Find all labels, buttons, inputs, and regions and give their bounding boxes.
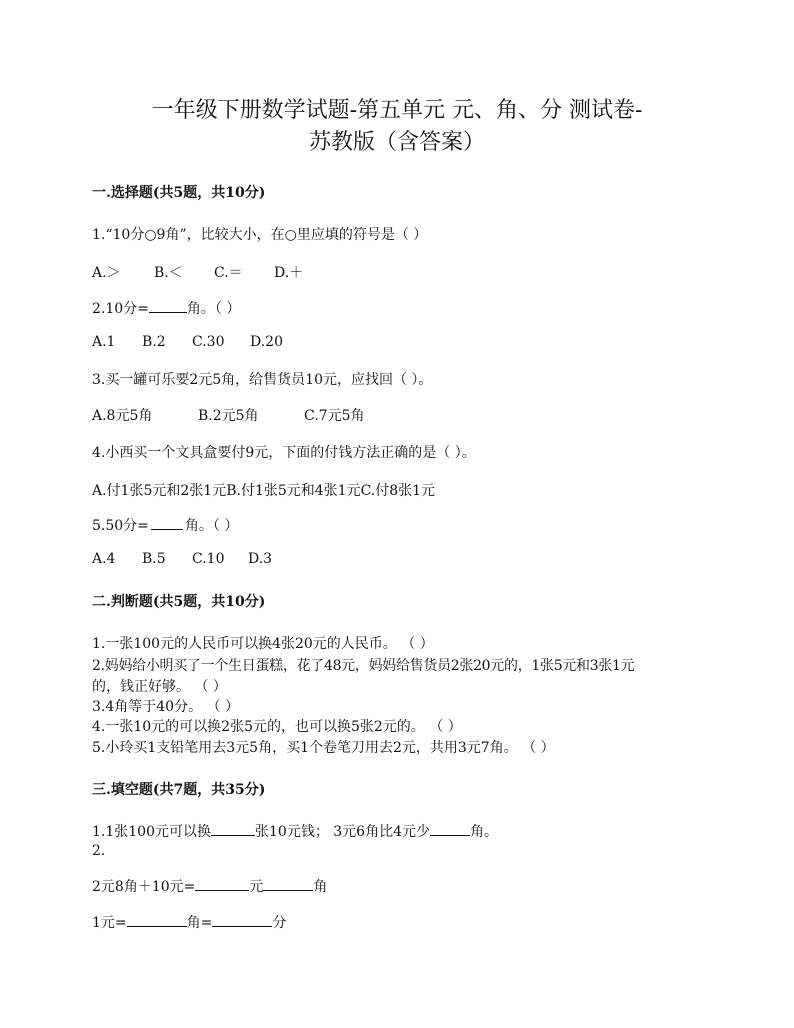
question-1-4-options (92, 480, 435, 500)
option-d: D.20 (250, 334, 283, 350)
option-c: C.30 (192, 334, 225, 350)
question-3-2-label: 2. (92, 843, 106, 859)
option-b: B.＜ (154, 265, 183, 281)
question-1-3-options (92, 405, 364, 425)
answer-blank (195, 876, 249, 891)
question-1-2-post: 角。（ ） (186, 301, 241, 317)
option-b: B.2 (142, 334, 166, 350)
question-3-2-part-c: 角 (313, 879, 328, 895)
question-3-1-part-c: 角。 (470, 824, 498, 840)
option-a: A.4 (92, 551, 116, 567)
option-c: C.＝ (214, 265, 243, 281)
question-3-1-part-a: 1.1张100元可以换 (92, 824, 211, 840)
question-1-2-pre: 2.10分= (92, 301, 149, 317)
answer-blank (430, 821, 470, 836)
option-d: D.3 (248, 551, 273, 567)
question-3-2-part-d: 1元= (92, 915, 127, 931)
answer-blank (149, 298, 187, 313)
question-2-5: 5.小玲买1支铅笔用去3元5角，买1个卷笔刀用去2元，共用3元7角。 （ ） (92, 740, 555, 756)
option-c: C.10 (192, 551, 225, 567)
answer-blank (211, 821, 255, 836)
option-c: C.7元5角 (304, 408, 365, 424)
question-1-5 (92, 515, 238, 535)
section-heading-judge: 二.判断题(共5题，共10分) (92, 594, 266, 610)
answer-blank (127, 912, 187, 927)
question-1-1-options (92, 262, 303, 282)
section-heading-choice: 一.选择题(共5题，共10分) (92, 185, 266, 201)
question-2-4: 4.一张10元的可以换2张5元的，也可以换5张2元的。 （ ） (92, 719, 462, 735)
option-a: A.1 (92, 334, 116, 350)
answer-blank (151, 515, 183, 530)
answer-blank (212, 912, 272, 927)
answer-blank (263, 876, 313, 891)
question-1-3: 3.买一罐可乐要2元5角，给售货员10元，应找回（ ）。 (92, 372, 433, 388)
option-a: A.付1张5元和2张1元 (92, 483, 227, 499)
option-c: C.付8张1元 (360, 483, 436, 499)
question-2-2-line2: 的，钱正好够。 （ ） (92, 679, 227, 695)
question-3-1 (92, 821, 498, 841)
question-3-2-part-f: 分 (272, 915, 287, 931)
question-1-2-options (92, 334, 283, 350)
section-heading-fill: 三.填空题(共7题，共35分) (92, 782, 266, 798)
option-b: B.2元5角 (198, 408, 259, 424)
question-3-1-part-b: 张10元钱； 3元6角比4元少 (255, 824, 430, 840)
question-3-2-line1 (92, 876, 327, 896)
question-2-2-line1: 2.妈妈给小明买了一个生日蛋糕，花了48元，妈妈给售货员2张20元的，1张5元和3张1元 (92, 658, 635, 674)
option-a: A.8元5角 (92, 408, 153, 424)
option-a: A.＞ (92, 265, 121, 281)
option-d: D.＋ (274, 265, 304, 281)
question-3-2-part-e: 角= (186, 915, 213, 931)
question-1-1: 1.“10分○9角”，比较大小，在○里应填的符号是（ ） (92, 227, 428, 243)
question-1-5-pre: 5.50分= (92, 518, 149, 534)
option-b: B.付1张5元和4张1元 (226, 483, 361, 499)
page-title-line2: 苏教版（含答案） (308, 130, 485, 155)
question-3-2-part-b: 元 (249, 879, 264, 895)
page-title-line1: 一年级下册数学试题-第五单元 元、角、分 测试卷- (151, 98, 643, 123)
question-1-2 (92, 298, 240, 318)
question-1-4: 4.小西买一个文具盒要付9元，下面的付钱方法正确的是（ ）。 (92, 445, 476, 461)
question-1-5-options (92, 551, 272, 567)
question-2-1: 1.一张100元的人民币可以换4张20元的人民币。 （ ） (92, 636, 434, 652)
option-b: B.5 (142, 551, 166, 567)
question-3-2-part-a: 2元8角＋10元= (92, 879, 196, 895)
question-1-5-post: 角。（ ） (184, 518, 239, 534)
question-2-3: 3.4角等于40分。 （ ） (92, 699, 239, 715)
question-3-2-line2 (92, 912, 286, 932)
